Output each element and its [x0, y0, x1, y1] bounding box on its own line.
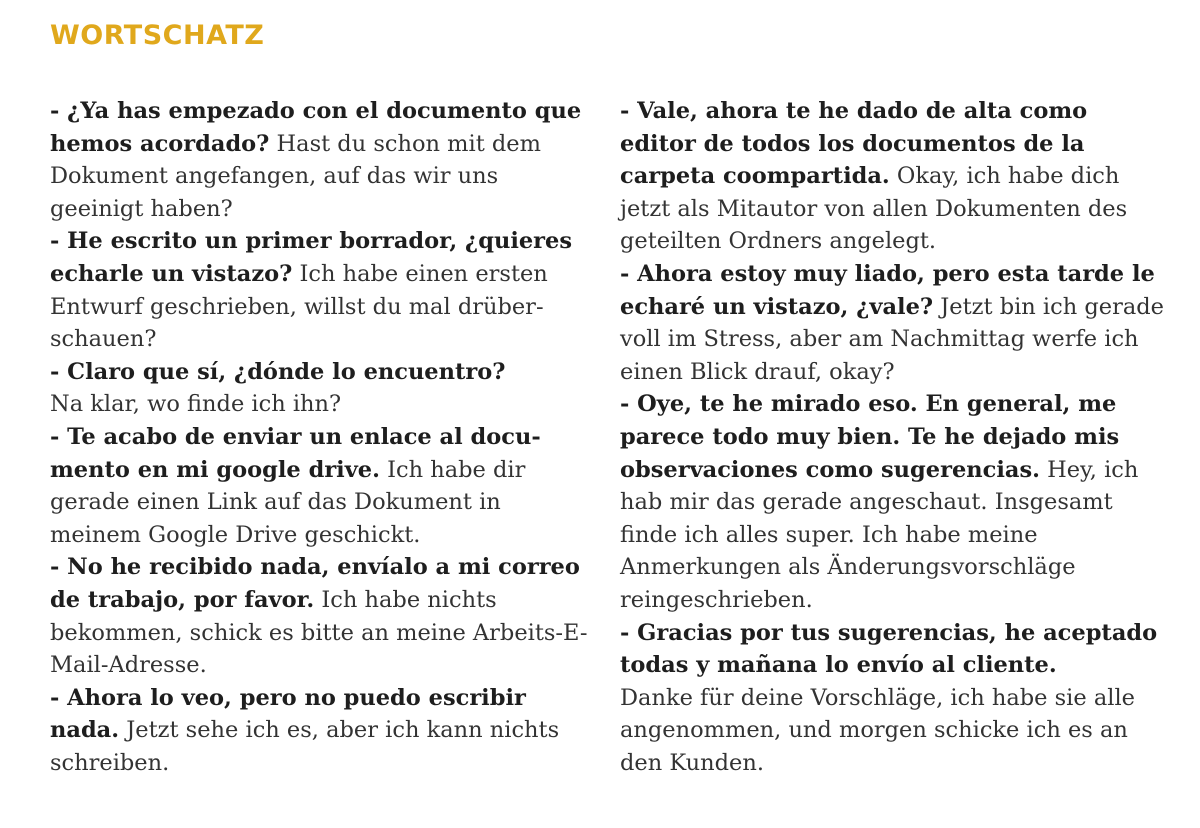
spanish-phrase: - No he recibido nada, envíalo a mi correo de trabajo, por favor.	[50, 554, 580, 613]
german-translation: Hey, ich hab mir das gerade angeschaut. Insgesamt finde ich alles super. Ich habe meine Anmerkungen als Änderungsvorschläge reingeschrieben.	[620, 456, 1139, 613]
spanish-phrase: - He escrito un primer borrador, ¿quieres echarle un vistazo?	[50, 228, 573, 287]
vocab-entry	[50, 356, 598, 421]
vocab-entry	[50, 225, 598, 355]
german-translation: Na klar, wo finde ich ihn?	[50, 391, 342, 418]
vocab-entry	[620, 258, 1168, 388]
vocabulary-column-left	[50, 95, 598, 779]
vocab-entry	[620, 95, 1168, 258]
german-translation: Danke für deine Vorschläge, ich habe sie alle angenommen, und morgen schicke ich es an den Kunden.	[620, 684, 1135, 776]
german-translation: Ich habe dir gerade einen Link auf das Dokument in meinem Google Drive geschickt.	[50, 456, 526, 548]
german-translation: Jetzt sehe ich es, aber ich kann nichts schreiben.	[50, 717, 560, 776]
spanish-phrase: - Te acabo de enviar un enlace al documento en mi google drive.	[50, 423, 541, 483]
german-translation: Okay, ich habe dich jetzt als Mitautor von allen Dokumenten des geteilten Ordners angelegt.	[620, 163, 1128, 255]
vocab-entry	[620, 388, 1168, 616]
vocab-entry	[620, 617, 1168, 780]
spanish-phrase: - Ahora lo veo, pero no puedo escribir nada.	[50, 684, 526, 744]
vocab-entry	[50, 551, 598, 681]
german-translation: Jetzt bin ich gerade voll im Stress, aber am Nachmittag werfe ich einen Blick drauf, okay?	[620, 293, 1164, 385]
spanish-phrase: - Oye, te he mirado eso. En general, me parece todo muy bien. Te he dejado mis observaciones como sugerencias.	[620, 391, 1120, 483]
spanish-phrase: - ¿Ya has empezado con el documento que hemos acordado?	[50, 98, 582, 157]
section-title: WORTSCHATZ	[50, 20, 265, 51]
spanish-phrase: - Claro que sí, ¿dónde lo encuentro?	[50, 358, 506, 385]
german-translation: Hast du schon mit dem Dokument angefangen, auf das wir uns geeinigt haben?	[50, 130, 541, 222]
spanish-phrase: - Vale, ahora te he dado de alta como editor de todos los documentos de la carpeta coompartida.	[620, 98, 1088, 190]
german-translation: Ich habe einen ersten Entwurf geschrieben, willst du mal drüberschauen?	[50, 260, 548, 353]
vocab-entry	[50, 421, 598, 551]
spanish-phrase: - Ahora estoy muy liado, pero esta tarde le echaré un vistazo, ¿vale?	[620, 260, 1155, 320]
vocab-entry	[50, 682, 598, 780]
german-translation: Ich habe nichts bekommen, schick es bitte an meine Arbeits-E-Mail-Adresse.	[50, 586, 588, 679]
vocab-entry	[50, 95, 598, 225]
vocabulary-column-right	[620, 95, 1168, 779]
spanish-phrase: - Gracias por tus sugerencias, he aceptado todas y mañana lo envío al cliente.	[620, 619, 1158, 679]
